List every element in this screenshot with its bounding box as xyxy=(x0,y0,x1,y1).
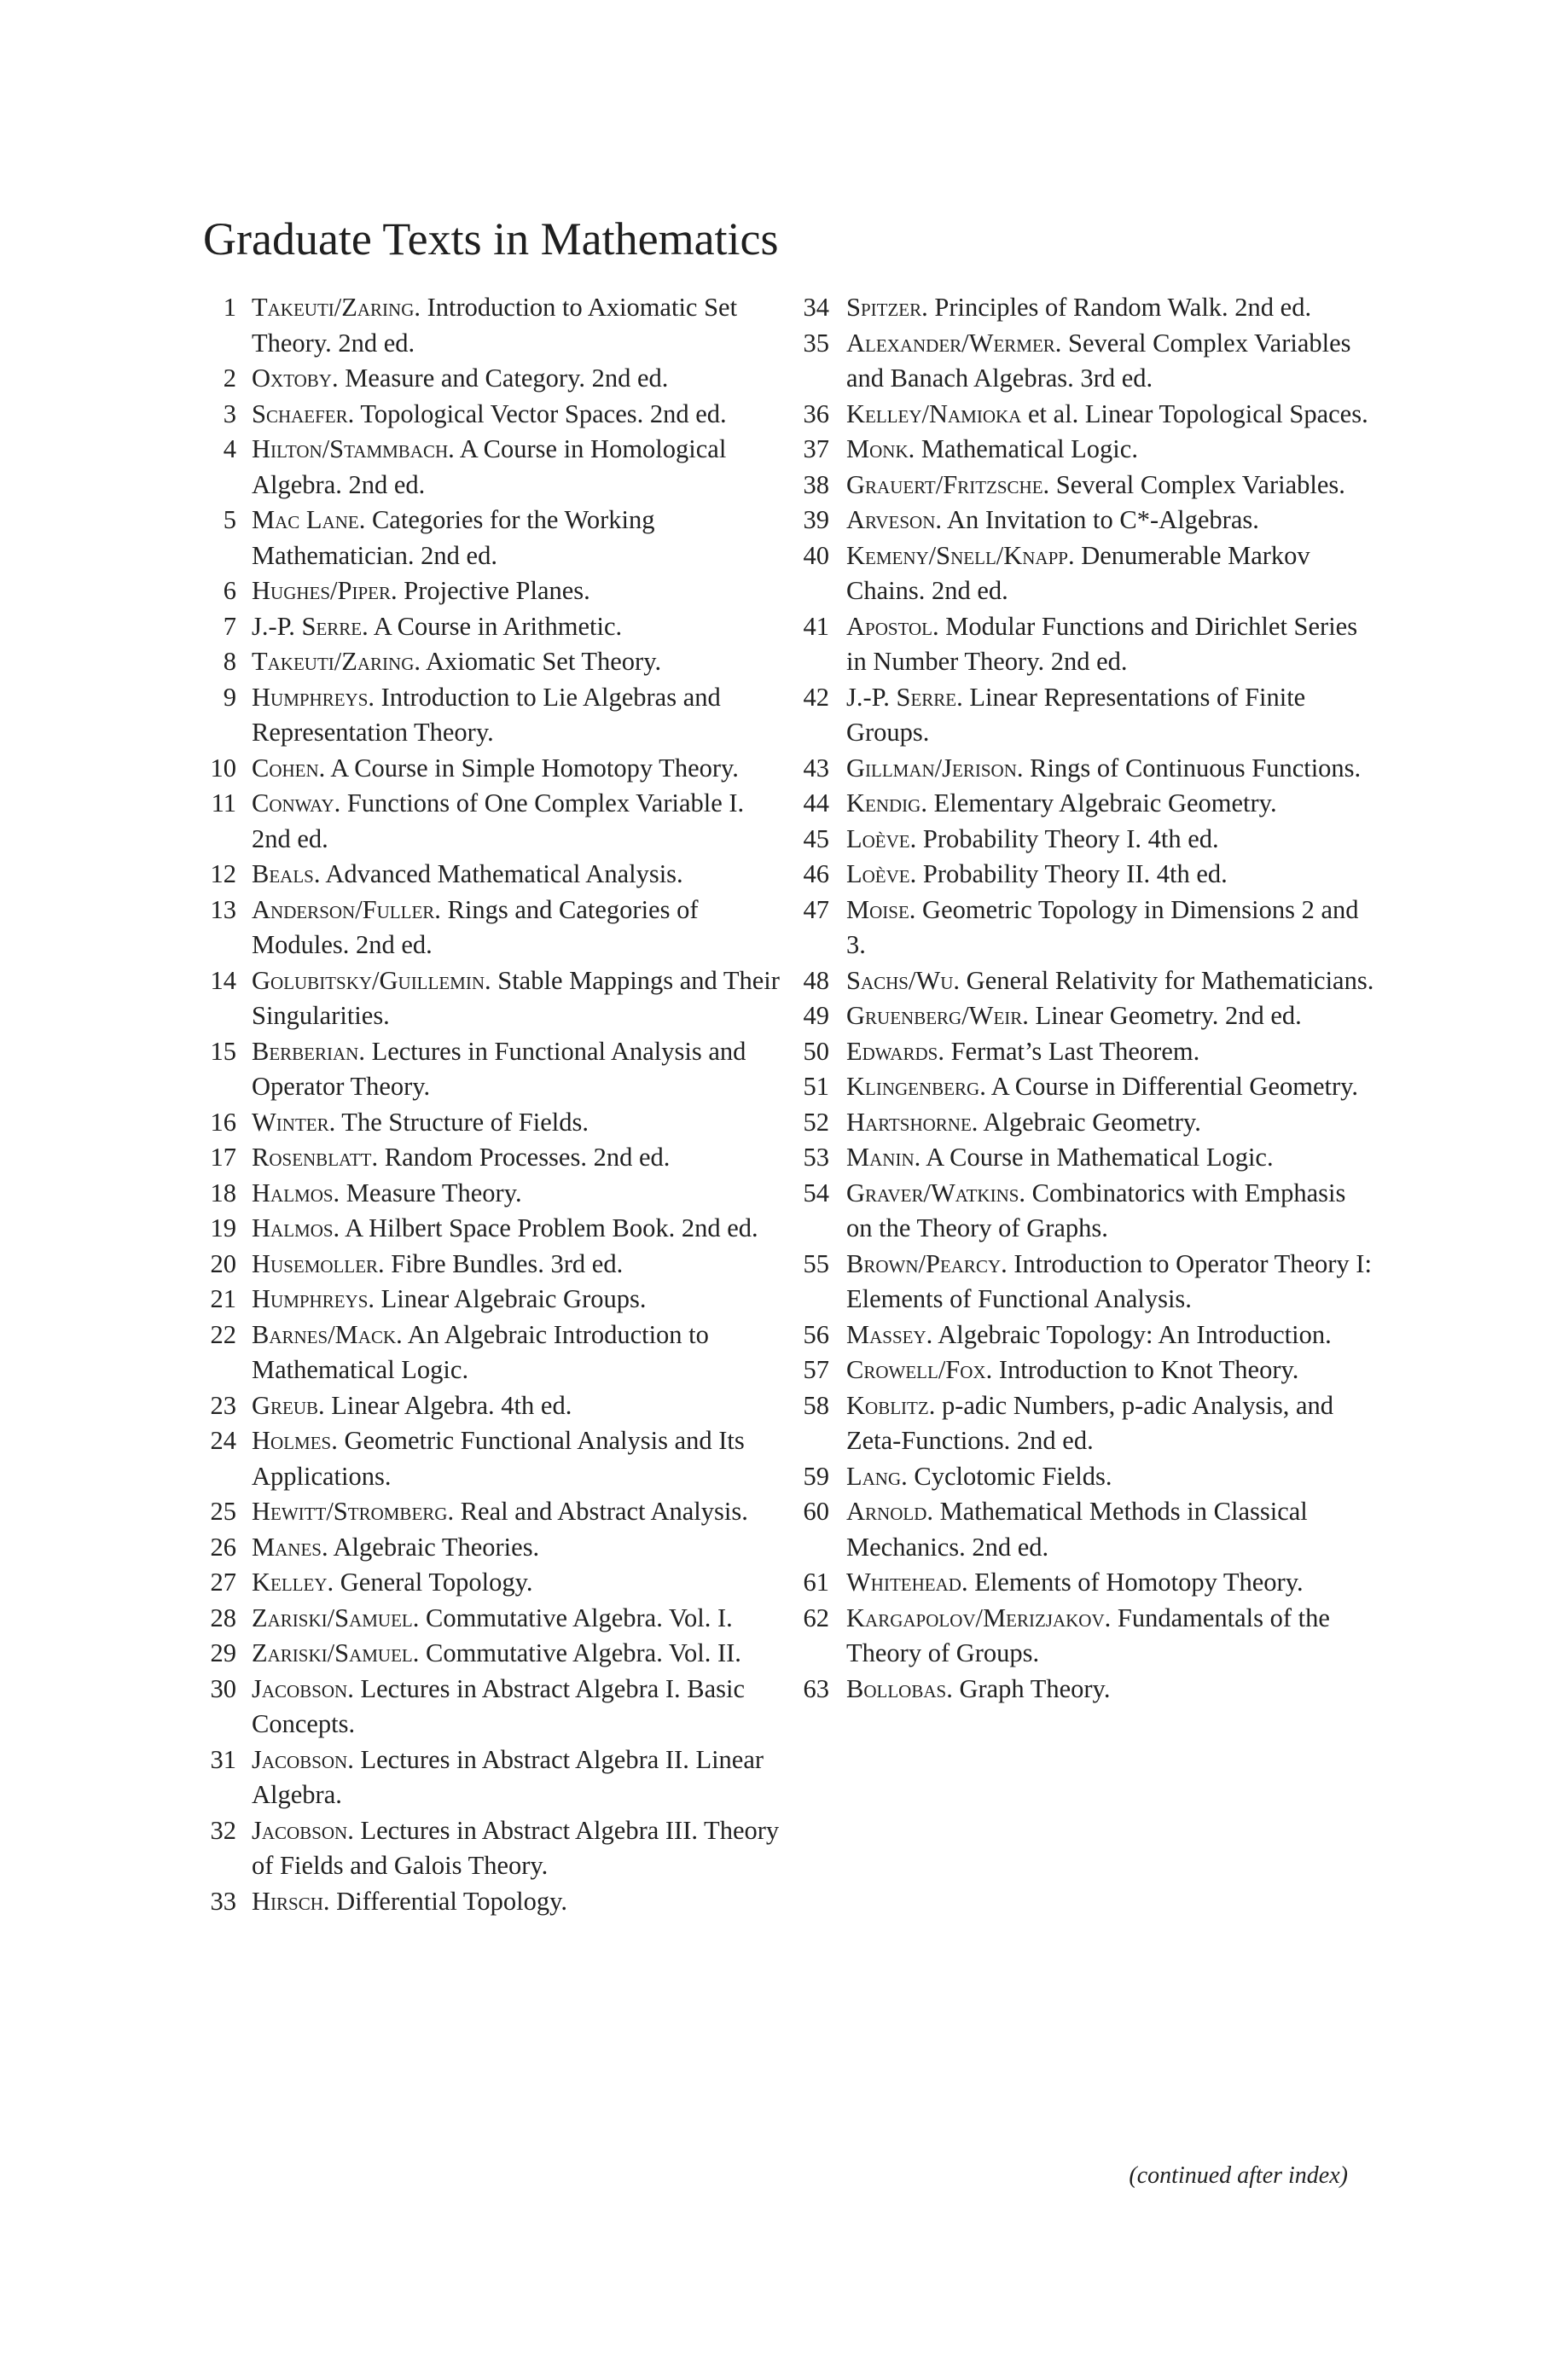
book-title: . Lectures in Abstract Algebra II. Linear Algebra. xyxy=(252,1744,764,1809)
book-entry xyxy=(778,998,1375,1034)
volume-number: 25 xyxy=(210,1497,236,1526)
book-entry xyxy=(183,857,781,893)
book-author: Humphreys xyxy=(252,1284,369,1313)
volume-number: 32 xyxy=(210,1815,236,1845)
book-entry xyxy=(183,1105,781,1141)
book-title: . A Course in Mathematical Logic. xyxy=(914,1143,1274,1172)
book-author: Klingenberg xyxy=(846,1072,980,1101)
volume-number: 26 xyxy=(210,1532,236,1562)
volume-number: 29 xyxy=(210,1638,236,1667)
book-entry xyxy=(778,1459,1375,1495)
book-entry xyxy=(778,1494,1375,1565)
book-title: . Topological Vector Spaces. 2nd ed. xyxy=(347,399,727,428)
volume-number: 37 xyxy=(803,434,829,463)
book-title: . Stable Mappings and Their Singularities. xyxy=(252,965,780,1030)
book-entry xyxy=(183,751,781,787)
book-author: Berberian xyxy=(252,1036,359,1066)
book-entry xyxy=(183,1176,781,1212)
volume-number: 1 xyxy=(223,293,236,322)
book-author: Humphreys xyxy=(252,682,369,712)
book-entry xyxy=(183,1601,781,1637)
book-title: . Introduction to Knot Theory. xyxy=(985,1355,1299,1384)
book-entry xyxy=(183,963,781,1034)
book-author: Crowell/Fox xyxy=(846,1355,986,1384)
book-entry xyxy=(778,751,1375,787)
book-title: . Categories for the Working Mathematician. 2nd ed. xyxy=(252,505,655,570)
book-title: . Rings and Categories of Modules. 2nd ed. xyxy=(252,894,699,959)
volume-number: 28 xyxy=(210,1603,236,1632)
book-title: . A Hilbert Space Problem Book. 2nd ed. xyxy=(333,1213,758,1242)
book-title: . An Invitation to C*-Algebras. xyxy=(935,505,1259,534)
book-title: . Projective Planes. xyxy=(390,576,590,605)
book-author: Sachs/Wu xyxy=(846,965,954,995)
book-author: Hewitt/Stromberg xyxy=(252,1497,448,1526)
book-title: . Elementary Algebraic Geometry. xyxy=(920,788,1277,817)
volume-number: 2 xyxy=(223,364,236,393)
book-entry xyxy=(183,1423,781,1494)
book-title: . Geometric Functional Analysis and Its Applications. xyxy=(252,1426,745,1491)
book-title: . Fibre Bundles. 3rd ed. xyxy=(378,1248,624,1278)
volume-number: 42 xyxy=(803,682,829,712)
volume-number: 49 xyxy=(803,1001,829,1030)
book-author: Barnes/Mack xyxy=(252,1319,397,1349)
volume-number: 10 xyxy=(210,753,236,783)
book-author: J.-P. Serre xyxy=(846,682,957,712)
book-entry xyxy=(183,1388,781,1424)
book-author: Halmos xyxy=(252,1213,334,1242)
volume-number: 3 xyxy=(223,399,236,428)
book-title: . Cyclotomic Fields. xyxy=(901,1461,1112,1491)
book-entry xyxy=(183,573,781,609)
book-title: . Elements of Homotopy Theory. xyxy=(961,1568,1304,1597)
volume-number: 34 xyxy=(803,293,829,322)
book-author: Hartshorne xyxy=(846,1107,972,1137)
book-author: Kelley xyxy=(252,1568,328,1597)
continued-note: (continued after index) xyxy=(1129,2162,1348,2189)
book-entry xyxy=(778,1318,1375,1353)
book-author: Takeuti/Zaring xyxy=(252,293,415,322)
book-entry xyxy=(778,1601,1375,1672)
volume-number: 31 xyxy=(210,1744,236,1774)
book-author: Whitehead xyxy=(846,1568,961,1597)
book-title: . An Algebraic Introduction to Mathematical Logic. xyxy=(252,1319,709,1384)
book-author: Grauert/Fritzsche xyxy=(846,469,1043,499)
book-title: . Modular Functions and Dirichlet Series in Number Theory. 2nd ed. xyxy=(846,611,1358,676)
book-entry xyxy=(183,1318,781,1388)
volume-number: 16 xyxy=(210,1107,236,1137)
volume-number: 63 xyxy=(803,1673,829,1703)
book-author: Loève xyxy=(846,823,910,853)
book-author: Bollobas xyxy=(846,1673,947,1703)
book-author: Graver/Watkins xyxy=(846,1178,1019,1207)
book-title: . Measure Theory. xyxy=(333,1178,522,1207)
book-entry xyxy=(778,397,1375,433)
book-entry xyxy=(778,893,1375,963)
book-author: Manes xyxy=(252,1532,322,1562)
book-entry xyxy=(778,290,1375,326)
book-entry xyxy=(183,1672,781,1743)
book-author: Husemoller xyxy=(252,1248,379,1278)
book-author: Hirsch xyxy=(252,1886,323,1916)
volume-number: 59 xyxy=(803,1461,829,1491)
volume-number: 18 xyxy=(210,1178,236,1207)
book-title: . Fundamentals of the Theory of Groups. xyxy=(846,1603,1330,1667)
book-author: Oxtoby xyxy=(252,364,332,393)
volume-number: 44 xyxy=(803,788,829,817)
book-author: Halmos xyxy=(252,1178,334,1207)
book-title: . Differential Topology. xyxy=(322,1886,568,1916)
volume-number: 45 xyxy=(803,823,829,853)
volume-number: 15 xyxy=(210,1036,236,1066)
book-title: . A Course in Simple Homotopy Theory. xyxy=(318,753,739,783)
book-author: Beals xyxy=(252,859,314,888)
volume-number: 55 xyxy=(803,1248,829,1278)
volume-number: 20 xyxy=(210,1248,236,1278)
volume-number: 38 xyxy=(803,469,829,499)
volume-number: 19 xyxy=(210,1213,236,1242)
book-title: . Real and Abstract Analysis. xyxy=(447,1497,748,1526)
book-author: Kelley/Namioka xyxy=(846,399,1022,428)
book-author: Spitzer xyxy=(846,293,922,322)
book-entry xyxy=(778,468,1375,503)
book-entry xyxy=(183,1140,781,1176)
book-title: . A Course in Homological Algebra. 2nd ed. xyxy=(252,434,727,499)
book-author: Cohen xyxy=(252,753,319,783)
volume-number: 9 xyxy=(223,682,236,712)
book-title: . Several Complex Variables and Banach Algebras. 3rd ed. xyxy=(846,328,1351,393)
book-entry xyxy=(183,1494,781,1530)
book-author: Brown/Pearcy xyxy=(846,1248,1002,1278)
book-entry xyxy=(778,680,1375,751)
book-author: Zariski/Samuel xyxy=(252,1638,413,1667)
book-entry xyxy=(183,361,781,397)
book-title: . Denumerable Markov Chains. 2nd ed. xyxy=(846,540,1310,605)
book-entry xyxy=(778,822,1375,858)
book-title: et al. Linear Topological Spaces. xyxy=(1021,399,1368,428)
book-entry xyxy=(183,503,781,573)
book-entry xyxy=(183,1530,781,1566)
volume-number: 5 xyxy=(223,505,236,534)
book-title: . General Topology. xyxy=(327,1568,533,1597)
book-title: . Rings of Continuous Functions. xyxy=(1016,753,1362,783)
volume-number: 21 xyxy=(210,1284,236,1313)
book-entry xyxy=(183,1884,781,1920)
volume-number: 27 xyxy=(210,1568,236,1597)
volume-number: 47 xyxy=(803,894,829,924)
book-title: . Geometric Topology in Dimensions 2 and 3. xyxy=(846,894,1359,959)
book-author: Edwards xyxy=(846,1036,938,1066)
book-title: . Linear Representations of Finite Groups. xyxy=(846,682,1306,747)
volume-number: 35 xyxy=(803,328,829,358)
book-title: . Several Complex Variables. xyxy=(1042,469,1345,499)
book-entry xyxy=(183,644,781,680)
book-entry xyxy=(778,857,1375,893)
book-author: Moise xyxy=(846,894,909,924)
book-author: Jacobson xyxy=(252,1744,348,1774)
book-author: Arnold xyxy=(846,1497,927,1526)
volume-number: 22 xyxy=(210,1319,236,1349)
book-entry xyxy=(183,290,781,361)
book-title: . The Structure of Fields. xyxy=(328,1107,589,1137)
book-entry xyxy=(778,963,1375,999)
book-author: Koblitz xyxy=(846,1390,929,1420)
volume-number: 36 xyxy=(803,399,829,428)
volume-number: 53 xyxy=(803,1143,829,1172)
volume-number: 14 xyxy=(210,965,236,995)
book-author: Mac Lane xyxy=(252,505,359,534)
book-title: . Algebraic Topology: An Introduction. xyxy=(926,1319,1332,1349)
volume-number: 4 xyxy=(223,434,236,463)
volume-number: 17 xyxy=(210,1143,236,1172)
book-entry xyxy=(183,1034,781,1105)
volume-number: 46 xyxy=(803,859,829,888)
book-author: Massey xyxy=(846,1319,926,1349)
book-entry xyxy=(183,1743,781,1813)
book-author: Hughes/Piper xyxy=(252,576,391,605)
book-title: . Linear Geometry. 2nd ed. xyxy=(1022,1001,1302,1030)
book-author: Kemeny/Snell/Knapp xyxy=(846,540,1068,570)
volume-number: 56 xyxy=(803,1319,829,1349)
book-author: Kendig xyxy=(846,788,921,817)
book-entry xyxy=(183,786,781,857)
book-entry xyxy=(778,1034,1375,1070)
volume-number: 23 xyxy=(210,1390,236,1420)
book-entry xyxy=(778,1672,1375,1708)
book-entry xyxy=(183,1636,781,1672)
volume-number: 58 xyxy=(803,1390,829,1420)
book-title: . Axiomatic Set Theory. xyxy=(414,647,662,676)
book-title: . Algebraic Geometry. xyxy=(971,1107,1201,1137)
book-entry xyxy=(778,538,1375,609)
book-author: Gruenberg/Weir xyxy=(846,1001,1023,1030)
book-title: . General Relativity for Mathematicians. xyxy=(953,965,1374,995)
book-author: Lang xyxy=(846,1461,902,1491)
book-author: Alexander/Wermer xyxy=(846,328,1055,358)
series-list-right-column xyxy=(778,290,1375,1707)
volume-number: 61 xyxy=(803,1568,829,1597)
book-author: Zariski/Samuel xyxy=(252,1603,413,1632)
book-title: . Linear Algebraic Groups. xyxy=(368,1284,647,1313)
book-author: Conway xyxy=(252,788,334,817)
book-author: J.-P. Serre xyxy=(252,611,363,641)
volume-number: 12 xyxy=(210,859,236,888)
book-author: Winter xyxy=(252,1107,329,1137)
book-entry xyxy=(183,432,781,503)
volume-number: 7 xyxy=(223,611,236,641)
book-title: . Advanced Mathematical Analysis. xyxy=(313,859,683,888)
book-entry xyxy=(778,1176,1375,1247)
book-title: . Lectures in Abstract Algebra I. Basic Concepts. xyxy=(252,1673,746,1738)
book-entry xyxy=(778,432,1375,468)
book-title: . A Course in Differential Geometry. xyxy=(979,1072,1359,1101)
book-entry xyxy=(183,1813,781,1884)
book-title: . A Course in Arithmetic. xyxy=(362,611,623,641)
volume-number: 40 xyxy=(803,540,829,570)
book-title: . Probability Theory II. 4th ed. xyxy=(909,859,1228,888)
book-author: Manin xyxy=(846,1143,915,1172)
book-title: . Mathematical Methods in Classical Mechanics. 2nd ed. xyxy=(846,1497,1308,1562)
book-entry xyxy=(778,609,1375,680)
book-entry xyxy=(183,1211,781,1247)
book-entry xyxy=(778,503,1375,538)
volume-number: 57 xyxy=(803,1355,829,1384)
book-author: Loève xyxy=(846,859,910,888)
book-entry xyxy=(183,1282,781,1318)
book-author: Rosenblatt xyxy=(252,1143,372,1172)
book-author: Gillman/Jerison xyxy=(846,753,1017,783)
volume-number: 48 xyxy=(803,965,829,995)
book-title: . p-adic Numbers, p-adic Analysis, and Zeta-Functions. 2nd ed. xyxy=(846,1390,1334,1455)
book-title: . Probability Theory I. 4th ed. xyxy=(909,823,1219,853)
book-author: Hilton/Stammbach xyxy=(252,434,449,463)
page-title: Graduate Texts in Mathematics xyxy=(203,213,779,265)
volume-number: 13 xyxy=(210,894,236,924)
book-entry xyxy=(778,1247,1375,1318)
book-title: . Algebraic Theories. xyxy=(321,1532,540,1562)
book-entry xyxy=(183,893,781,963)
book-title: . Random Processes. 2nd ed. xyxy=(371,1143,671,1172)
book-title: . Lectures in Functional Analysis and Operator Theory. xyxy=(252,1036,746,1101)
book-author: Arveson xyxy=(846,505,936,534)
volume-number: 43 xyxy=(803,753,829,783)
book-entry xyxy=(778,326,1375,397)
book-author: Jacobson xyxy=(252,1815,348,1845)
book-author: Schaefer xyxy=(252,399,348,428)
volume-number: 24 xyxy=(210,1426,236,1455)
volume-number: 60 xyxy=(803,1497,829,1526)
book-author: Anderson/Fuller xyxy=(252,894,435,924)
book-title: . Principles of Random Walk. 2nd ed. xyxy=(921,293,1312,322)
book-author: Takeuti/Zaring xyxy=(252,647,415,676)
book-title: . Combinatorics with Emphasis on the Theory of Graphs. xyxy=(846,1178,1346,1242)
book-author: Apostol xyxy=(846,611,932,641)
series-list-left-column xyxy=(183,290,781,1919)
book-entry xyxy=(778,1069,1375,1105)
book-title: . Fermat’s Last Theorem. xyxy=(938,1036,1200,1066)
book-entry xyxy=(778,1353,1375,1388)
volume-number: 39 xyxy=(803,505,829,534)
volume-number: 6 xyxy=(223,576,236,605)
book-title: . Commutative Algebra. Vol. II. xyxy=(412,1638,741,1667)
book-title: . Introduction to Axiomatic Set Theory. 2nd ed. xyxy=(252,293,738,358)
volume-number: 8 xyxy=(223,647,236,676)
book-author: Golubitsky/Guillemin xyxy=(252,965,485,995)
book-title: . Introduction to Lie Algebras and Representation Theory. xyxy=(252,682,721,747)
book-title: . Introduction to Operator Theory I: Elements of Functional Analysis. xyxy=(846,1248,1372,1313)
volume-number: 51 xyxy=(803,1072,829,1101)
book-entry xyxy=(778,1565,1375,1601)
book-entry xyxy=(778,1105,1375,1141)
volume-number: 54 xyxy=(803,1178,829,1207)
book-title: . Linear Algebra. 4th ed. xyxy=(318,1390,572,1420)
book-title: . Graph Theory. xyxy=(946,1673,1111,1703)
book-entry xyxy=(778,786,1375,822)
volume-number: 41 xyxy=(803,611,829,641)
book-author: Jacobson xyxy=(252,1673,348,1703)
book-entry xyxy=(183,609,781,645)
book-author: Holmes xyxy=(252,1426,332,1455)
book-author: Greub xyxy=(252,1390,319,1420)
book-entry xyxy=(183,680,781,751)
volume-number: 33 xyxy=(210,1886,236,1916)
book-author: Monk xyxy=(846,434,909,463)
book-title: . Mathematical Logic. xyxy=(908,434,1138,463)
volume-number: 52 xyxy=(803,1107,829,1137)
book-entry xyxy=(183,1565,781,1601)
book-entry xyxy=(778,1140,1375,1176)
volume-number: 50 xyxy=(803,1036,829,1066)
book-title: . Functions of One Complex Variable I. 2nd ed. xyxy=(252,788,745,853)
volume-number: 30 xyxy=(210,1673,236,1703)
volume-number: 11 xyxy=(211,788,236,817)
volume-number: 62 xyxy=(803,1603,829,1632)
book-title: . Lectures in Abstract Algebra III. Theory of Fields and Galois Theory. xyxy=(252,1815,780,1880)
book-entry xyxy=(183,1247,781,1283)
book-title: . Commutative Algebra. Vol. I. xyxy=(412,1603,733,1632)
book-author: Kargapolov/Merizjakov xyxy=(846,1603,1105,1632)
book-entry xyxy=(183,397,781,433)
book-title: . Measure and Category. 2nd ed. xyxy=(331,364,669,393)
book-entry xyxy=(778,1388,1375,1459)
